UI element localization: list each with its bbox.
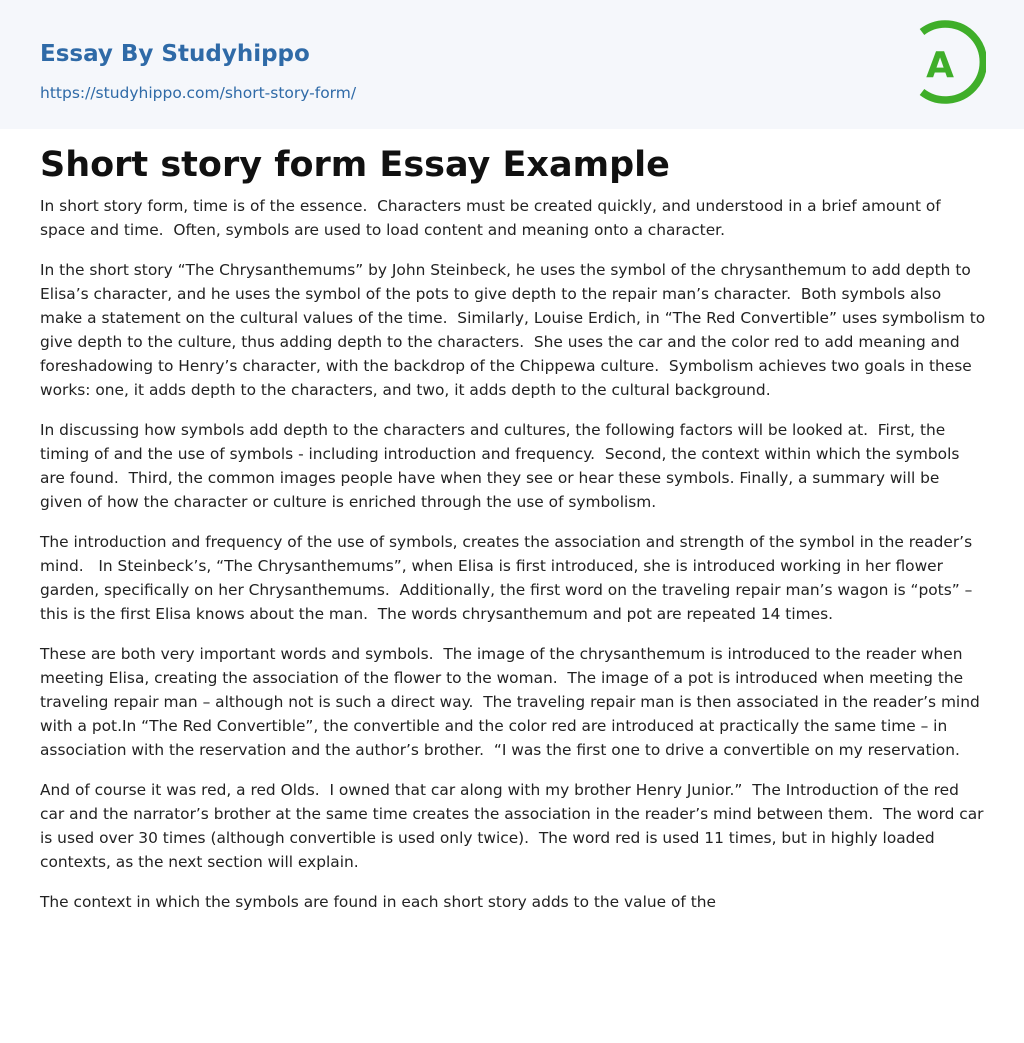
paragraph-7: The context in which the symbols are found in each short story adds to the value of the — [40, 893, 716, 911]
studyhippo-logo-icon[interactable] — [912, 19, 986, 105]
site-header — [0, 0, 1024, 129]
paragraph-3: In discussing how symbols add depth to the characters and cultures, the following factors will be looked at. First, the timing of and the use of symbols - including introduction and frequency. Second, the context within which the symbols are found. Third, the common images people have when they see or hear these symbols. Finally, a summary will be given of how the character or culture is enriched through the use of symbolism. — [40, 421, 965, 511]
page-url-link[interactable]: https://studyhippo.com/short-story-form/ — [40, 84, 357, 102]
logo-letter: A — [926, 45, 954, 86]
page-title: Short story form Essay Example — [40, 145, 670, 185]
site-brand[interactable]: Essay By Studyhippo — [40, 41, 310, 67]
paragraph-2: In the short story “The Chrysanthemums” by John Steinbeck, he uses the symbol of the chrysanthemum to add depth to Elisa’s character, and he uses the symbol of the pots to give depth to the repair man’s character. Both symbols also make a statement on the cultural values of the time. Similarly, Louise Erdich, in “The Red Convertible” uses symbolism to give depth to the culture, thus adding depth to the characters. She uses the car and the color red to add meaning and foreshadowing to Henry’s character, with the backdrop of the Chippewa culture. Symbolism achieves two goals in these works: one, it adds depth to the characters, and two, it adds depth to the cultural background. — [40, 261, 991, 399]
essay-body — [40, 194, 991, 930]
paragraph-5: These are both very important words and symbols. The image of the chrysanthemum is introduced to the reader when meeting Elisa, creating the association of the flower to the woman. The image of a pot is introduced when meeting the traveling repair man – although not is such a direct way. The traveling repair man is then associated in the reader’s mind with a pot.In “The Red Convertible”, the convertible and the color red are introduced at practically the same time – in association with the reservation and the author’s brother. “I was the first one to drive a convertible on my reservation. — [40, 645, 985, 759]
paragraph-6: And of course it was red, a red Olds. I owned that car along with my brother Henry Junior.” The Introduction of the red car and the narrator’s brother at the same time creates the association in the reader’s mind between them. The word car is used over 30 times (although convertible is used only twice). The word red is used 11 times, but in highly loaded contexts, as the next section will explain. — [40, 781, 989, 871]
paragraph-4: The introduction and frequency of the use of symbols, creates the association and strength of the symbol in the reader’s mind. In Steinbeck’s, “The Chrysanthemums”, when Elisa is first introduced, she is introduced working in her flower garden, specifically on her Chrysanthemums. Additionally, the first word on the traveling repair man’s wagon is “pots” – this is the first Elisa knows about the man. The words chrysanthemum and pot are repeated 14 times. — [40, 533, 978, 623]
paragraph-1: In short story form, time is of the essence. Characters must be created quickly, and understood in a brief amount of space and time. Often, symbols are used to load content and meaning onto a character. — [40, 197, 946, 239]
